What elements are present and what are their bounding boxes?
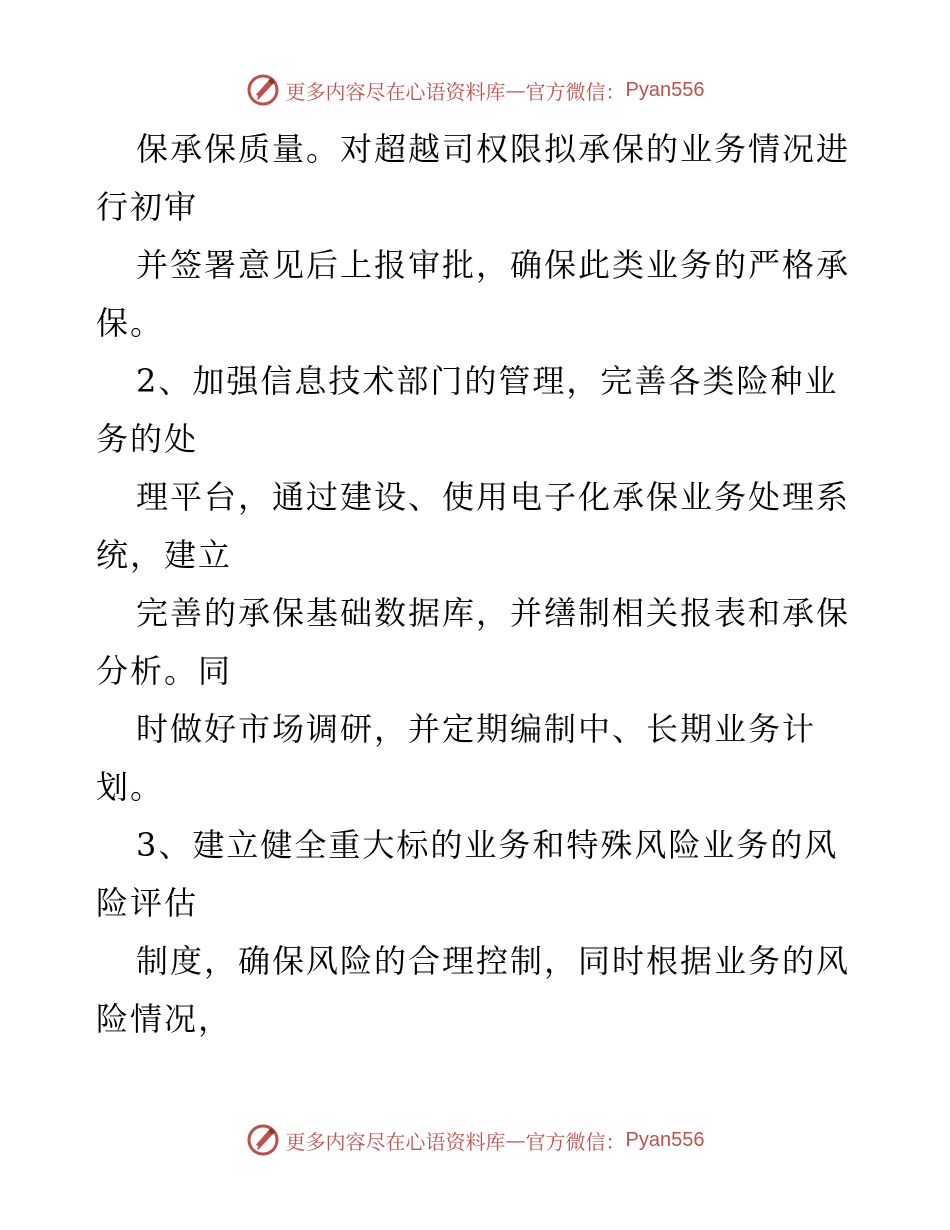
pen-circle-logo-icon — [246, 1123, 280, 1157]
line-continuation: 行初审 — [96, 188, 199, 226]
line-first: 并签署意见后上报审批，确保此类业务的严格承 — [136, 246, 851, 284]
footer-brand-text: 更多内容尽在心语资料库 — [285, 1129, 506, 1154]
paragraph-line — [96, 236, 856, 352]
header-brand-text: 更多内容尽在心语资料库 — [285, 79, 506, 104]
paragraph-line — [96, 584, 856, 700]
paragraph-line — [96, 816, 856, 932]
line-first: 完善的承保基础数据库，并缮制相关报表和承保 — [136, 594, 851, 632]
line-first: 时做好市场调研，并定期编制中、长期业务计 — [136, 710, 817, 748]
line-first: 2、加强信息技术部门的管理，完善各类险种业 — [136, 362, 839, 400]
header-wechat-id: Pyan556 — [625, 78, 705, 101]
line-continuation: 险情况， — [96, 1000, 233, 1038]
line-first: 理平台，通过建设、使用电子化承保业务处理系 — [136, 478, 851, 516]
footer-wechat-id: Pyan556 — [625, 1128, 705, 1151]
footer-wechat-label: 官方微信： — [525, 1129, 626, 1154]
line-continuation: 保。 — [96, 304, 165, 342]
paragraph-line — [96, 120, 856, 236]
line-continuation: 险评估 — [96, 884, 199, 922]
document-body — [96, 120, 856, 1048]
paragraph-line — [96, 700, 856, 816]
header-wechat-label: 官方微信： — [525, 79, 626, 104]
line-first: 3、建立健全重大标的业务和特殊风险业务的风 — [136, 826, 839, 864]
line-continuation: 统，建立 — [96, 536, 233, 574]
paragraph-line — [96, 352, 856, 468]
paragraph-line — [96, 468, 856, 584]
line-continuation: 划。 — [96, 768, 165, 806]
line-first: 制度，确保风险的合理控制，同时根据业务的风 — [136, 942, 851, 980]
footer-separator: — — [505, 1128, 526, 1152]
paragraph-line — [96, 932, 856, 1048]
header-separator: — — [505, 78, 526, 102]
header-watermark — [0, 70, 950, 110]
line-continuation: 分析。同 — [96, 652, 233, 690]
pen-circle-logo-icon — [246, 73, 280, 107]
footer-watermark — [0, 1120, 950, 1160]
line-continuation: 务的处 — [96, 420, 199, 458]
line-first: 保承保质量。对超越司权限拟承保的业务情况进 — [136, 130, 851, 168]
